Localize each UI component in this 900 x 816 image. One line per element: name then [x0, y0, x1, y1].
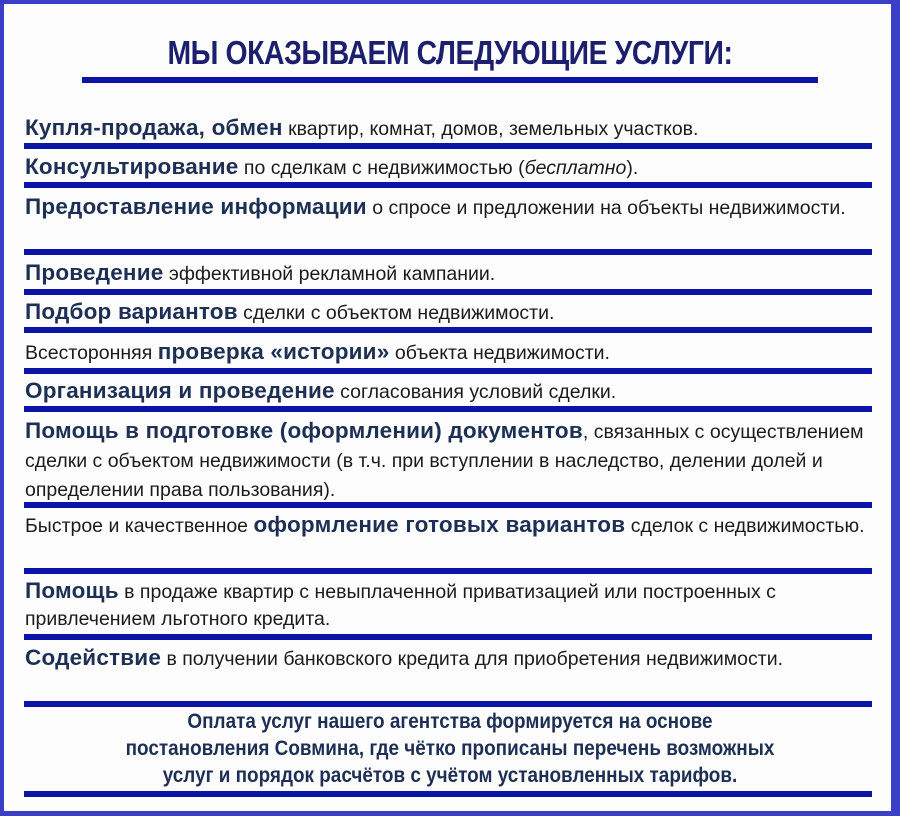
service-item-history-check: [25, 338, 875, 367]
service-description: о спросе и предложении на объекты недвижимости.: [366, 197, 846, 219]
service-description-end: ).: [626, 157, 639, 179]
service-description: объекта недвижимости.: [389, 342, 610, 364]
service-free-note: бесплатно: [524, 157, 627, 179]
service-item-ready-options: [25, 511, 875, 540]
service-item-advertising: [25, 259, 875, 288]
divider: [24, 701, 872, 707]
service-item-privatization-help: [25, 577, 875, 633]
service-item-information: [25, 193, 875, 222]
service-title: Организация и проведение: [25, 378, 335, 403]
divider: [24, 634, 872, 640]
footer-divider: [24, 791, 872, 797]
service-description: эффективной рекламной кампании.: [163, 263, 496, 285]
service-title: проверка «истории»: [157, 339, 390, 364]
service-title: Содействие: [25, 645, 162, 670]
service-title: Консультирование: [25, 154, 239, 179]
service-description: в продаже квартир с невыплаченной приватизацией или построенных с привлечением льготного кредита.: [25, 581, 776, 630]
divider: [24, 249, 872, 255]
page-title: МЫ ОКАЗЫВАЕМ СЛЕДУЮЩИЕ УСЛУГИ:: [167, 34, 733, 71]
service-prefix: Всесторонняя: [25, 342, 158, 364]
divider: [24, 143, 872, 149]
service-title: Предоставление информации: [25, 194, 367, 219]
divider: [24, 406, 872, 412]
service-item-documents: [25, 416, 875, 505]
payment-note-line-1: Оплата услуг нашего агентства формируется на основе: [187, 709, 713, 733]
service-description: сделок с недвижимостью.: [625, 515, 865, 537]
service-item-selection: [25, 298, 875, 327]
service-title: Проведение: [25, 260, 164, 285]
divider: [24, 289, 872, 295]
service-title: Подбор вариантов: [25, 299, 238, 324]
service-item-organization: [25, 377, 875, 406]
service-description: сделки с объектом недвижимости.: [237, 302, 555, 324]
service-item-consulting: [25, 153, 875, 182]
payment-note: [0, 708, 900, 789]
service-title: Помощь: [25, 578, 119, 603]
service-item-purchase-sale: [25, 114, 875, 143]
service-description: согласования условий сделки.: [334, 381, 617, 403]
divider: [24, 327, 872, 333]
service-title: Помощь в подготовке (оформлении) документов: [25, 418, 583, 443]
service-description: в получении банковского кредита для приобретения недвижимости.: [161, 648, 783, 670]
payment-note-line-2: постановления Совмина, где чётко прописаны перечень возможных: [125, 736, 775, 760]
service-prefix: Быстрое и качественное: [25, 515, 254, 537]
divider: [24, 502, 872, 508]
service-title: оформление готовых вариантов: [253, 512, 626, 537]
payment-note-line-3: услуг и порядок расчётов с учётом установленных тарифов.: [162, 763, 738, 787]
divider: [24, 182, 872, 188]
title-underline: [82, 77, 818, 83]
service-title: Купля-продажа, обмен: [25, 115, 283, 140]
service-description: квартир, комнат, домов, земельных участков.: [282, 118, 699, 140]
service-description: по сделкам с недвижимостью (: [238, 157, 525, 179]
divider: [24, 368, 872, 374]
service-description: , связанных с осуществлением сделки с объектом недвижимости (в т.ч. при вступлении в наследство, делении долей и определении права пользования).: [25, 421, 864, 501]
service-item-bank-credit: [25, 644, 875, 673]
divider: [24, 568, 872, 574]
